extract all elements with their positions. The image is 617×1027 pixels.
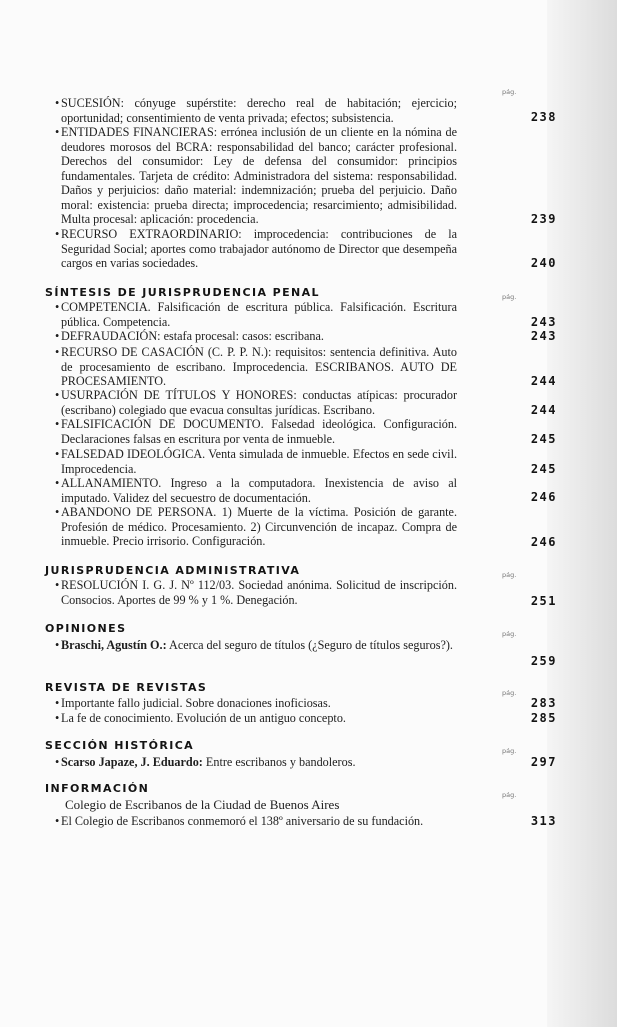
page-number: 238 — [530, 110, 557, 124]
page-number: 246 — [530, 535, 557, 549]
page-gutter-shadow — [547, 0, 617, 1027]
toc-entry-falsificacion-documento: • FALSIFICACIÓN DE DOCUMENTO. Falsedad ideológica. Configuración. Declaraciones falsas en escritura por venta de inmueble. — [55, 417, 457, 446]
toc-entry-defraudacion: • DEFRAUDACIÓN: estafa procesal: casos: escribana. — [55, 329, 324, 343]
page-number: 245 — [530, 432, 557, 446]
toc-entry-fe-conocimiento: • La fe de conocimiento. Evolución de un antiguo concepto. — [55, 711, 346, 725]
toc-entry-sucesion: • SUCESIÓN: cónyuge supérstite: derecho real de habitación; ejercicio; oportunidad; consentimiento de venta privada; efectos; subsistencia. — [55, 96, 457, 125]
page-number: 251 — [530, 594, 557, 608]
toc-entry-resolucion-igj: • RESOLUCIÓN I. G. J. Nº 112/03. Sociedad anónima. Solicitud de inscripción. Consocios. Aportes de 99 % y 1 %. Denegación. — [55, 578, 457, 607]
section-heading-opiniones: OPINIONES — [45, 622, 127, 635]
toc-entry-abandono-persona: • ABANDONO DE PERSONA. 1) Muerte de la víctima. Posición de garante. Profesión de médico. Procesamiento. 2) Circunvención de incapaz. Compra de inmueble. Precio irrisorio. Configuración. — [55, 505, 457, 548]
pag-label: pág. — [502, 747, 517, 755]
page-number: 239 — [530, 212, 557, 226]
section-heading-administrativa: JURISPRUDENCIA ADMINISTRATIVA — [45, 564, 301, 577]
toc-entry-scarso: • Scarso Japaze, J. Eduardo: Entre escribanos y bandoleros. — [55, 755, 356, 769]
page-number: 246 — [530, 490, 557, 504]
page-number: 259 — [530, 654, 557, 668]
pag-label: pág. — [502, 293, 517, 301]
section-heading-historica: SECCIÓN HISTÓRICA — [45, 739, 195, 752]
page-number: 283 — [530, 696, 557, 710]
page-number: 245 — [530, 462, 557, 476]
toc-entry-donaciones: • Importante fallo judicial. Sobre donaciones inoficiosas. — [55, 696, 331, 710]
toc-entry-falsedad-ideologica: • FALSEDAD IDEOLÓGICA. Venta simulada de inmueble. Efectos en sede civil. Improcedencia. — [55, 447, 457, 476]
pag-label: pág. — [502, 689, 517, 697]
pag-label: pág. — [502, 571, 517, 579]
toc-entry-braschi: • Braschi, Agustín O.: Acerca del seguro de títulos (¿Seguro de títulos seguros?). — [55, 638, 453, 652]
pag-label: pág. — [502, 88, 517, 96]
section-heading-revistas: REVISTA DE REVISTAS — [45, 681, 208, 694]
toc-entry-recurso-casacion: • RECURSO DE CASACIÓN (C. P. P. N.): requisitos: sentencia definitiva. Auto de procesamiento de escribano. Improcedencia. ESCRIBANOS. AUTO DE PROCESAMIENTO. — [55, 345, 457, 388]
toc-entry-competencia: • COMPETENCIA. Falsificación de escritura pública. Falsificación. Escritura pública. Competencia. — [55, 300, 457, 329]
pag-label: pág. — [502, 791, 517, 799]
page-number: 297 — [530, 755, 557, 769]
page-number: 244 — [530, 403, 557, 417]
page-number: 243 — [530, 329, 557, 343]
page-number: 285 — [530, 711, 557, 725]
page-number: 313 — [530, 814, 557, 828]
toc-entry-entidades-financieras: • ENTIDADES FINANCIERAS: errónea inclusión de un cliente en la nómina de deudores morosos del BCRA: responsabilidad del banco; carácter profesional. Derechos del consumidor: Ley de defensa del consumidor: principios fundamentales. Tarjeta de crédito: Administradora del sistema: responsabilidad. Daños y perjuicios: daño material: indemnización; prueba del perjuicio. Daño moral: existencia: prueba directa; improcedencia; resarcimiento; admisibilidad. Multa procesal: aplicación: procedencia. — [55, 125, 457, 226]
section-subheading-colegio: Colegio de Escribanos de la Ciudad de Buenos Aires — [65, 797, 340, 812]
section-heading-informacion: INFORMACIÓN — [45, 782, 150, 795]
toc-entry-aniversario: • El Colegio de Escribanos conmemoró el 138º aniversario de su fundación. — [55, 814, 424, 828]
section-heading-penal: SÍNTESIS DE JURISPRUDENCIA PENAL — [45, 286, 320, 299]
pag-label: pág. — [502, 630, 517, 638]
toc-entry-allanamiento: • ALLANAMIENTO. Ingreso a la computadora. Inexistencia de aviso al imputado. Validez del secuestro de documentación. — [55, 476, 457, 505]
page-number: 240 — [530, 256, 557, 270]
page-number: 244 — [530, 374, 557, 388]
toc-entry-usurpacion: • USURPACIÓN DE TÍTULOS Y HONORES: conductas atípicas: procurador (escribano) colegiado que evacua consultas jurídicas. Escribano. — [55, 388, 457, 417]
toc-entry-recurso-extraordinario: • RECURSO EXTRAORDINARIO: improcedencia: contribuciones de la Seguridad Social; aportes como trabajador autónomo de Director que desempeña cargos en varias sociedades. — [55, 227, 457, 270]
page-number: 243 — [530, 315, 557, 329]
